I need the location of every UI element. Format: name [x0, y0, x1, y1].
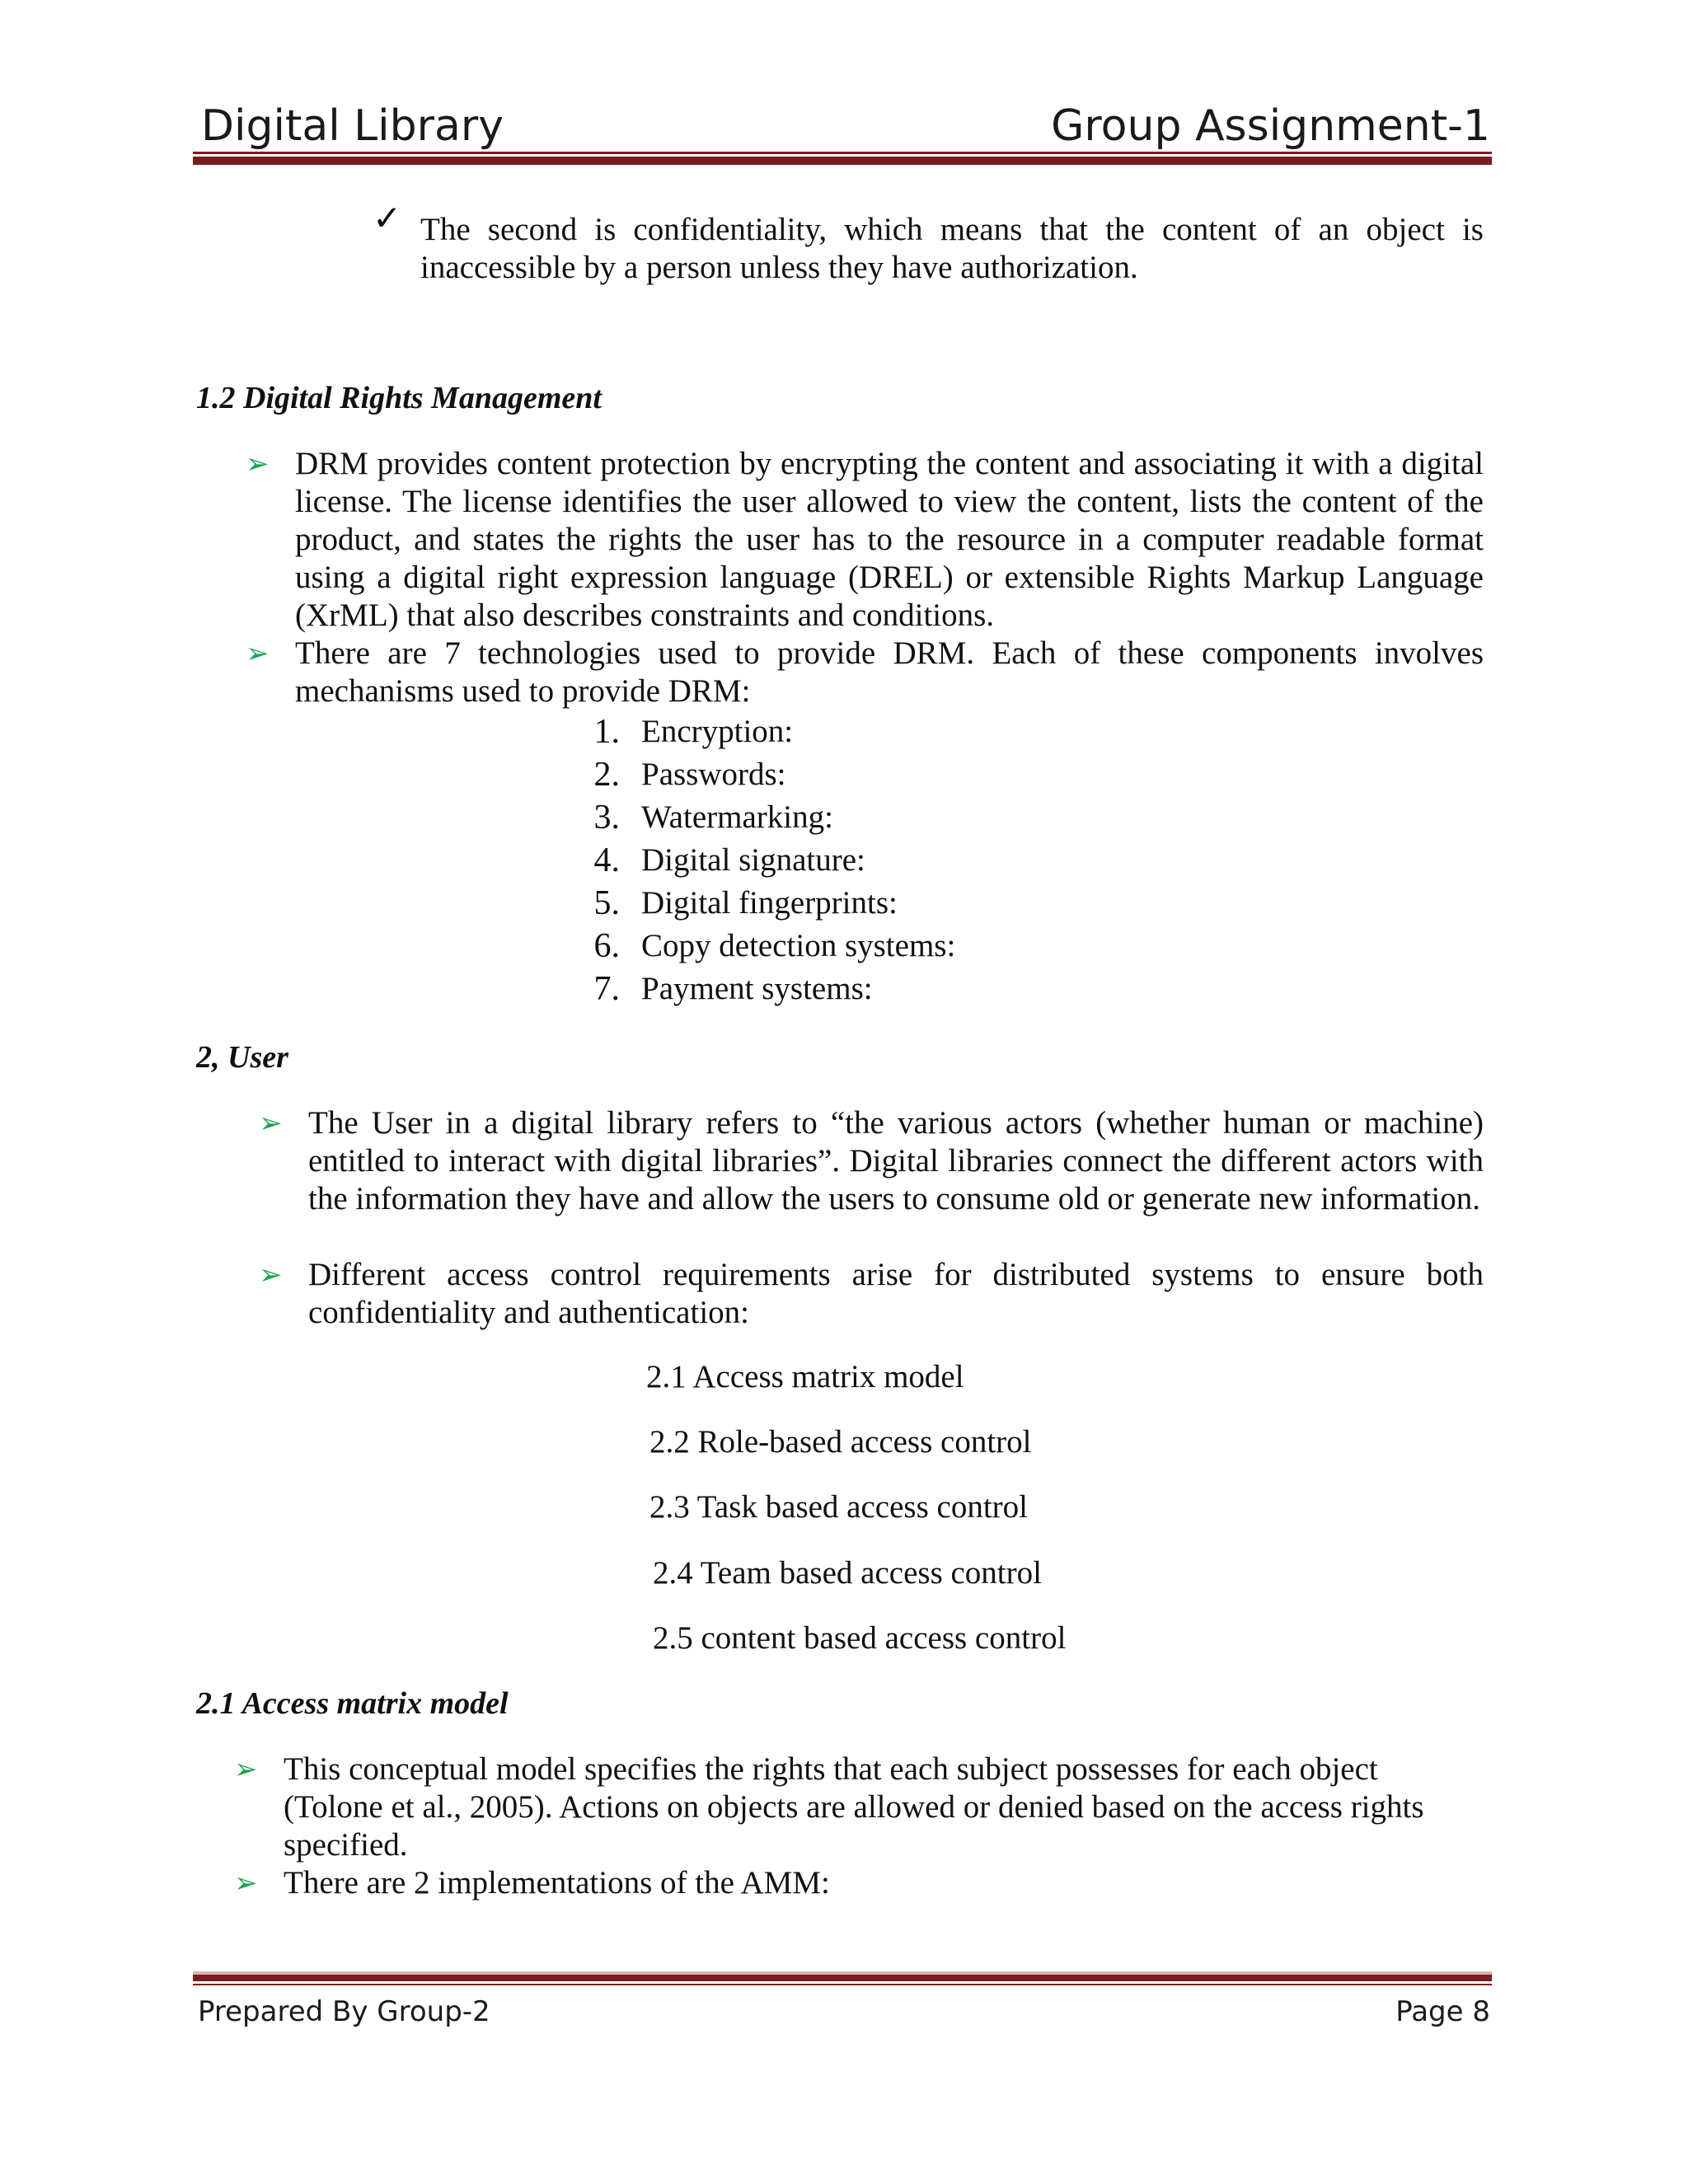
arrow-bullet-icon: ➢	[234, 1753, 258, 1786]
header-assignment: Group Assignment-1	[1051, 101, 1490, 151]
access-model-item: 2.1 Access matrix model	[646, 1359, 964, 1394]
drm-paragraph-1: DRM provides content protection by encrypting the content and associating it with a digital license. The license identifies the user allowed to view the content, lists the content of the product, and states the rights the user has to the resource in a computer readable format using a digital right expression language (DREL) or extensible Rights Markup Language (XrML) that also describes constraints and conditions.	[295, 446, 1484, 633]
list-number: 4.	[593, 841, 620, 879]
list-number: 3.	[593, 799, 620, 837]
user-paragraph-2: Different access control requirements arise for distributed systems to ensure both confidentiality and authentication:	[308, 1257, 1484, 1330]
arrow-bullet-icon: ➢	[259, 1258, 283, 1291]
list-number: 1.	[593, 713, 620, 751]
amm-paragraph-2: There are 2 implementations of the AMM:	[284, 1865, 830, 1900]
footer-page-number: Page 8	[1395, 1995, 1490, 2028]
list-number: 2.	[593, 756, 620, 794]
section-heading-drm: 1.2 Digital Rights Management	[196, 381, 602, 415]
footer-prepared-by: Prepared By Group-2	[198, 1995, 490, 2028]
intro-paragraph: The second is confidentiality, which means that the content of an object is inaccessible by a person unless they have authorization.	[420, 212, 1484, 285]
header-rule-thick	[193, 157, 1492, 165]
technology-item: Payment systems:	[641, 971, 873, 1006]
drm-paragraph-2: There are 7 technologies used to provide DRM. Each of these components involves mechanisms used to provide DRM:	[295, 635, 1484, 709]
user-paragraph-1: The User in a digital library refers to “the various actors (whether human or machine) entitled to interact with digital libraries”. Digital libraries connect the different actors with the information they have and allow the users to consume old or generate new information.	[308, 1105, 1484, 1216]
list-number: 6.	[593, 927, 620, 965]
technology-item: Digital signature:	[641, 842, 865, 878]
check-icon: ✓	[373, 198, 402, 238]
technology-item: Passwords:	[641, 757, 786, 792]
arrow-bullet-icon: ➢	[234, 1867, 258, 1900]
footer-rule-thin	[193, 1984, 1492, 1985]
technology-item: Copy detection systems:	[641, 928, 956, 963]
arrow-bullet-icon: ➢	[246, 637, 270, 670]
arrow-bullet-icon: ➢	[246, 448, 270, 480]
arrow-bullet-icon: ➢	[259, 1107, 283, 1140]
section-heading-user: 2, User	[196, 1040, 288, 1075]
footer-rule-thick	[193, 1975, 1492, 1981]
header-title: Digital Library	[201, 101, 504, 151]
access-model-item: 2.4 Team based access control	[653, 1555, 1042, 1591]
technology-item: Watermarking:	[641, 799, 833, 835]
access-model-item: 2.3 Task based access control	[649, 1489, 1028, 1525]
access-model-item: 2.5 content based access control	[653, 1620, 1067, 1656]
amm-paragraph-1: This conceptual model specifies the rights that each subject possesses for each object (Tolone et al., 2005). Actions on objects are allowed or denied based on the access rights specified.	[284, 1751, 1424, 1863]
header-rule-thin	[193, 152, 1492, 154]
list-number: 7.	[593, 970, 620, 1008]
access-model-item: 2.2 Role-based access control	[649, 1424, 1032, 1460]
technology-item: Digital fingerprints:	[641, 885, 898, 921]
list-number: 5.	[593, 884, 620, 922]
technology-item: Encryption:	[641, 714, 794, 749]
section-heading-amm: 2.1 Access matrix model	[196, 1686, 509, 1721]
